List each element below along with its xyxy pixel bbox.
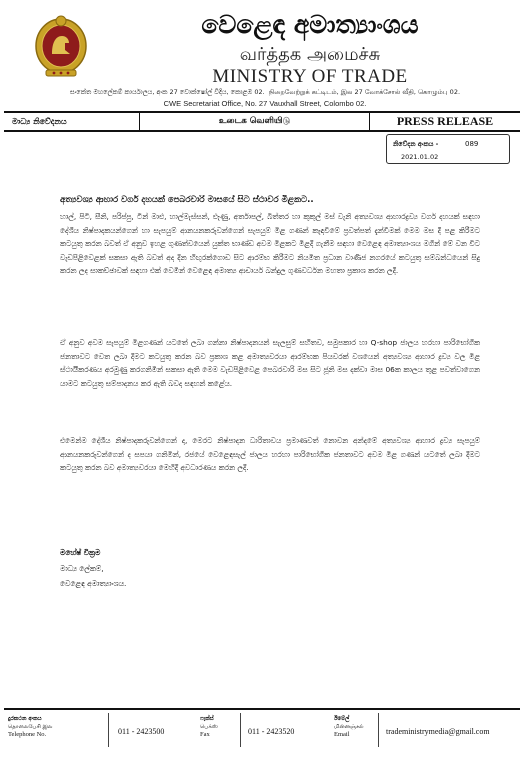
phone-label-sinhala: දුරකථන අංකය xyxy=(8,716,42,722)
fax-label-tamil: பெக்ஸ் xyxy=(200,724,218,730)
footer-separator xyxy=(378,713,379,747)
release-date: 2021.01.02 xyxy=(401,153,439,161)
phone-label-tamil: தொலைபேசி இல xyxy=(8,724,53,730)
body-paragraph-2: ඒ අනුව අවම සැපයුම් මිළගණන් යටතේ ලබා ගන්නා නිෂ්පාදනයන් සැලසුම් සහිතව, සමුපකාර හා Q-shop ජාලය හරහා පාරිභෝගික ජනතාවට වෙත ලබා දීමට කටයුතු කරන බව ප්‍රකාශ කළ අමාත්‍යවරයා ආරම්භක පියවරක් වශයෙන් අත්‍යවශ්‍ය ආහාර ද්‍රව්‍ය වල මිළ ස්ථායීකරණය අරමුණු කරගනිමින් සකසා ඇති මෙම වැඩපිළිවෙළ පෙබරවාරි මස සිට ජූනි මස දක්වා මාස 06ක කාලය තුළ පවත්වාගෙන යාමට කටයුතු සම්පාදනය කර ඇති බවද සඳහන් කළේය. xyxy=(60,338,480,388)
national-emblem-icon xyxy=(32,12,90,82)
footer-fax-labels xyxy=(200,715,218,739)
footer-separator xyxy=(108,713,109,747)
phone-number: 011 - 2423500 xyxy=(118,727,165,736)
signatory-title: මාධ්‍ය ලේකම්, xyxy=(60,564,104,573)
release-type-english: PRESS RELEASE xyxy=(396,114,494,128)
body-paragraph-1: හාල්, පිටි, සීනි, පරිප්පු, ටින් මාළු, හාල්මැස්සන්, ළූණු, අර්තාපල්, බිත්තර හා කුකුල් මස් වැනි අත්‍යවශ්‍ය ආහාරද්‍රව්‍ය වර්ග දහයක් සඳහා දේශීය නිෂ්පාදකයන්ගෙන් හා සැපයුම් ආනයනකරුවන්ගෙන් සැපයුම් මිළ ගණන් කැඳවීමේ ප්‍රවත්පත් දැන්වීමක් මෙම මස දී පළ කිරීමට කටයුතු කරන බවත් ඒ අනුව ඉහළ ගුණත්වයෙන් යුක්ත භාණ්ඩ අවම මිළකට මිළදී ගැනීම සඳහා වෙළෙඳ අමාත්‍යාංශය මගින් මේ වන විට වැඩපිළිවෙළක් සකසා ඇති බවත් අද දින හිඟුරක්ගොඩ සිට ආරම්භ කිරීමට නියමිත ප්‍රධාන වාණිජ නගරයේ කටයුතු සම්බන්ධයෙන් සිදු කරන ලද සාකච්ඡාවක් සඳහා එක් වෙමින් වෙළෙඳ අමාත්‍ය ආචාර්ය බන්දුල ගුණවර්ධන මහතා ප්‍රකාශ කරන ලදී. xyxy=(60,212,480,276)
email-label-tamil: மின்னஞ்சல் xyxy=(334,724,364,730)
ministry-title-tamil: வர்த்தக அமைச்சு xyxy=(239,44,381,65)
release-number-box xyxy=(386,134,510,164)
release-type-sinhala: මාධ්‍ය නිවේදනය xyxy=(4,113,140,130)
signatory-ministry: වෙළෙඳ අමාත්‍යාංශය. xyxy=(60,579,127,588)
email-label-english: Email xyxy=(334,731,350,738)
address-english: CWE Secretariat Office, No. 27 Vauxhall Street, Colombo 02. xyxy=(163,99,367,108)
footer-divider xyxy=(4,708,520,710)
release-type-tamil: உடைக வெளியிடு xyxy=(140,113,370,130)
body-paragraph-3: එමෙන්ම දේශීය නිෂ්පාදකරුවන්ගෙන් ද, මෙරට නිෂ්පාදන ධාරිතාවය ප්‍රමාණවත් නොවන අන්දමේ අත්‍යවශ්‍ය ආහාර ද්‍රව්‍ය සැපයුම් ආනයනකරුවන්ගෙන් ද සපයා ගනිමින්, රජයේ වෙළෙඳසැල් ජාලය හරහා පාරිභෝගික ජනතාවට අවම මිළ ගණන් යටතේ ලබා දීමට කටයුතු කරන බව අමාත්‍යවරයා මෙහිදී අවධාරණය කරන ලදී. xyxy=(60,436,480,473)
ministry-title-english: MINISTRY OF TRADE xyxy=(212,66,408,87)
ministry-title-sinhala: වෙළෙඳ අමාත්‍යාංශය xyxy=(201,10,419,39)
footer-email-labels xyxy=(334,715,364,739)
release-number: 089 xyxy=(465,140,479,148)
email-address: tradeministrymedia@gmail.com xyxy=(386,727,490,736)
fax-number: 011 - 2423520 xyxy=(248,727,295,736)
release-type-bar xyxy=(4,111,520,132)
fax-label-english: Fax xyxy=(200,731,210,738)
footer-phone-labels xyxy=(8,715,52,739)
fax-label-sinhala: ෆැක්ස් xyxy=(200,716,214,722)
footer-separator xyxy=(240,713,241,747)
release-number-label: නිවේදන අංකය - xyxy=(393,140,439,148)
signatory-name: මහේෂ් වික්‍රම xyxy=(60,548,101,557)
release-heading: අත්‍යවශ්‍ය ආහාර වර්ග දහයක් පෙබරවාරි මාසයේ සිට ස්ථාවර මිළකට.. xyxy=(60,195,314,205)
phone-label-english: Telephone No. xyxy=(8,731,47,738)
email-label-sinhala: ඊමේල් xyxy=(334,716,350,722)
address-local: සංකේත මහලේකම් කාර්යාලය, අංක 27 වොක්ෂෝල් වීදිය, කොළඹ 02. ​ நிறைவேற்றுக் கட்டிடம், இல 27 வோக்சோல் வீதி, கொழும்பு 02. xyxy=(69,88,461,96)
